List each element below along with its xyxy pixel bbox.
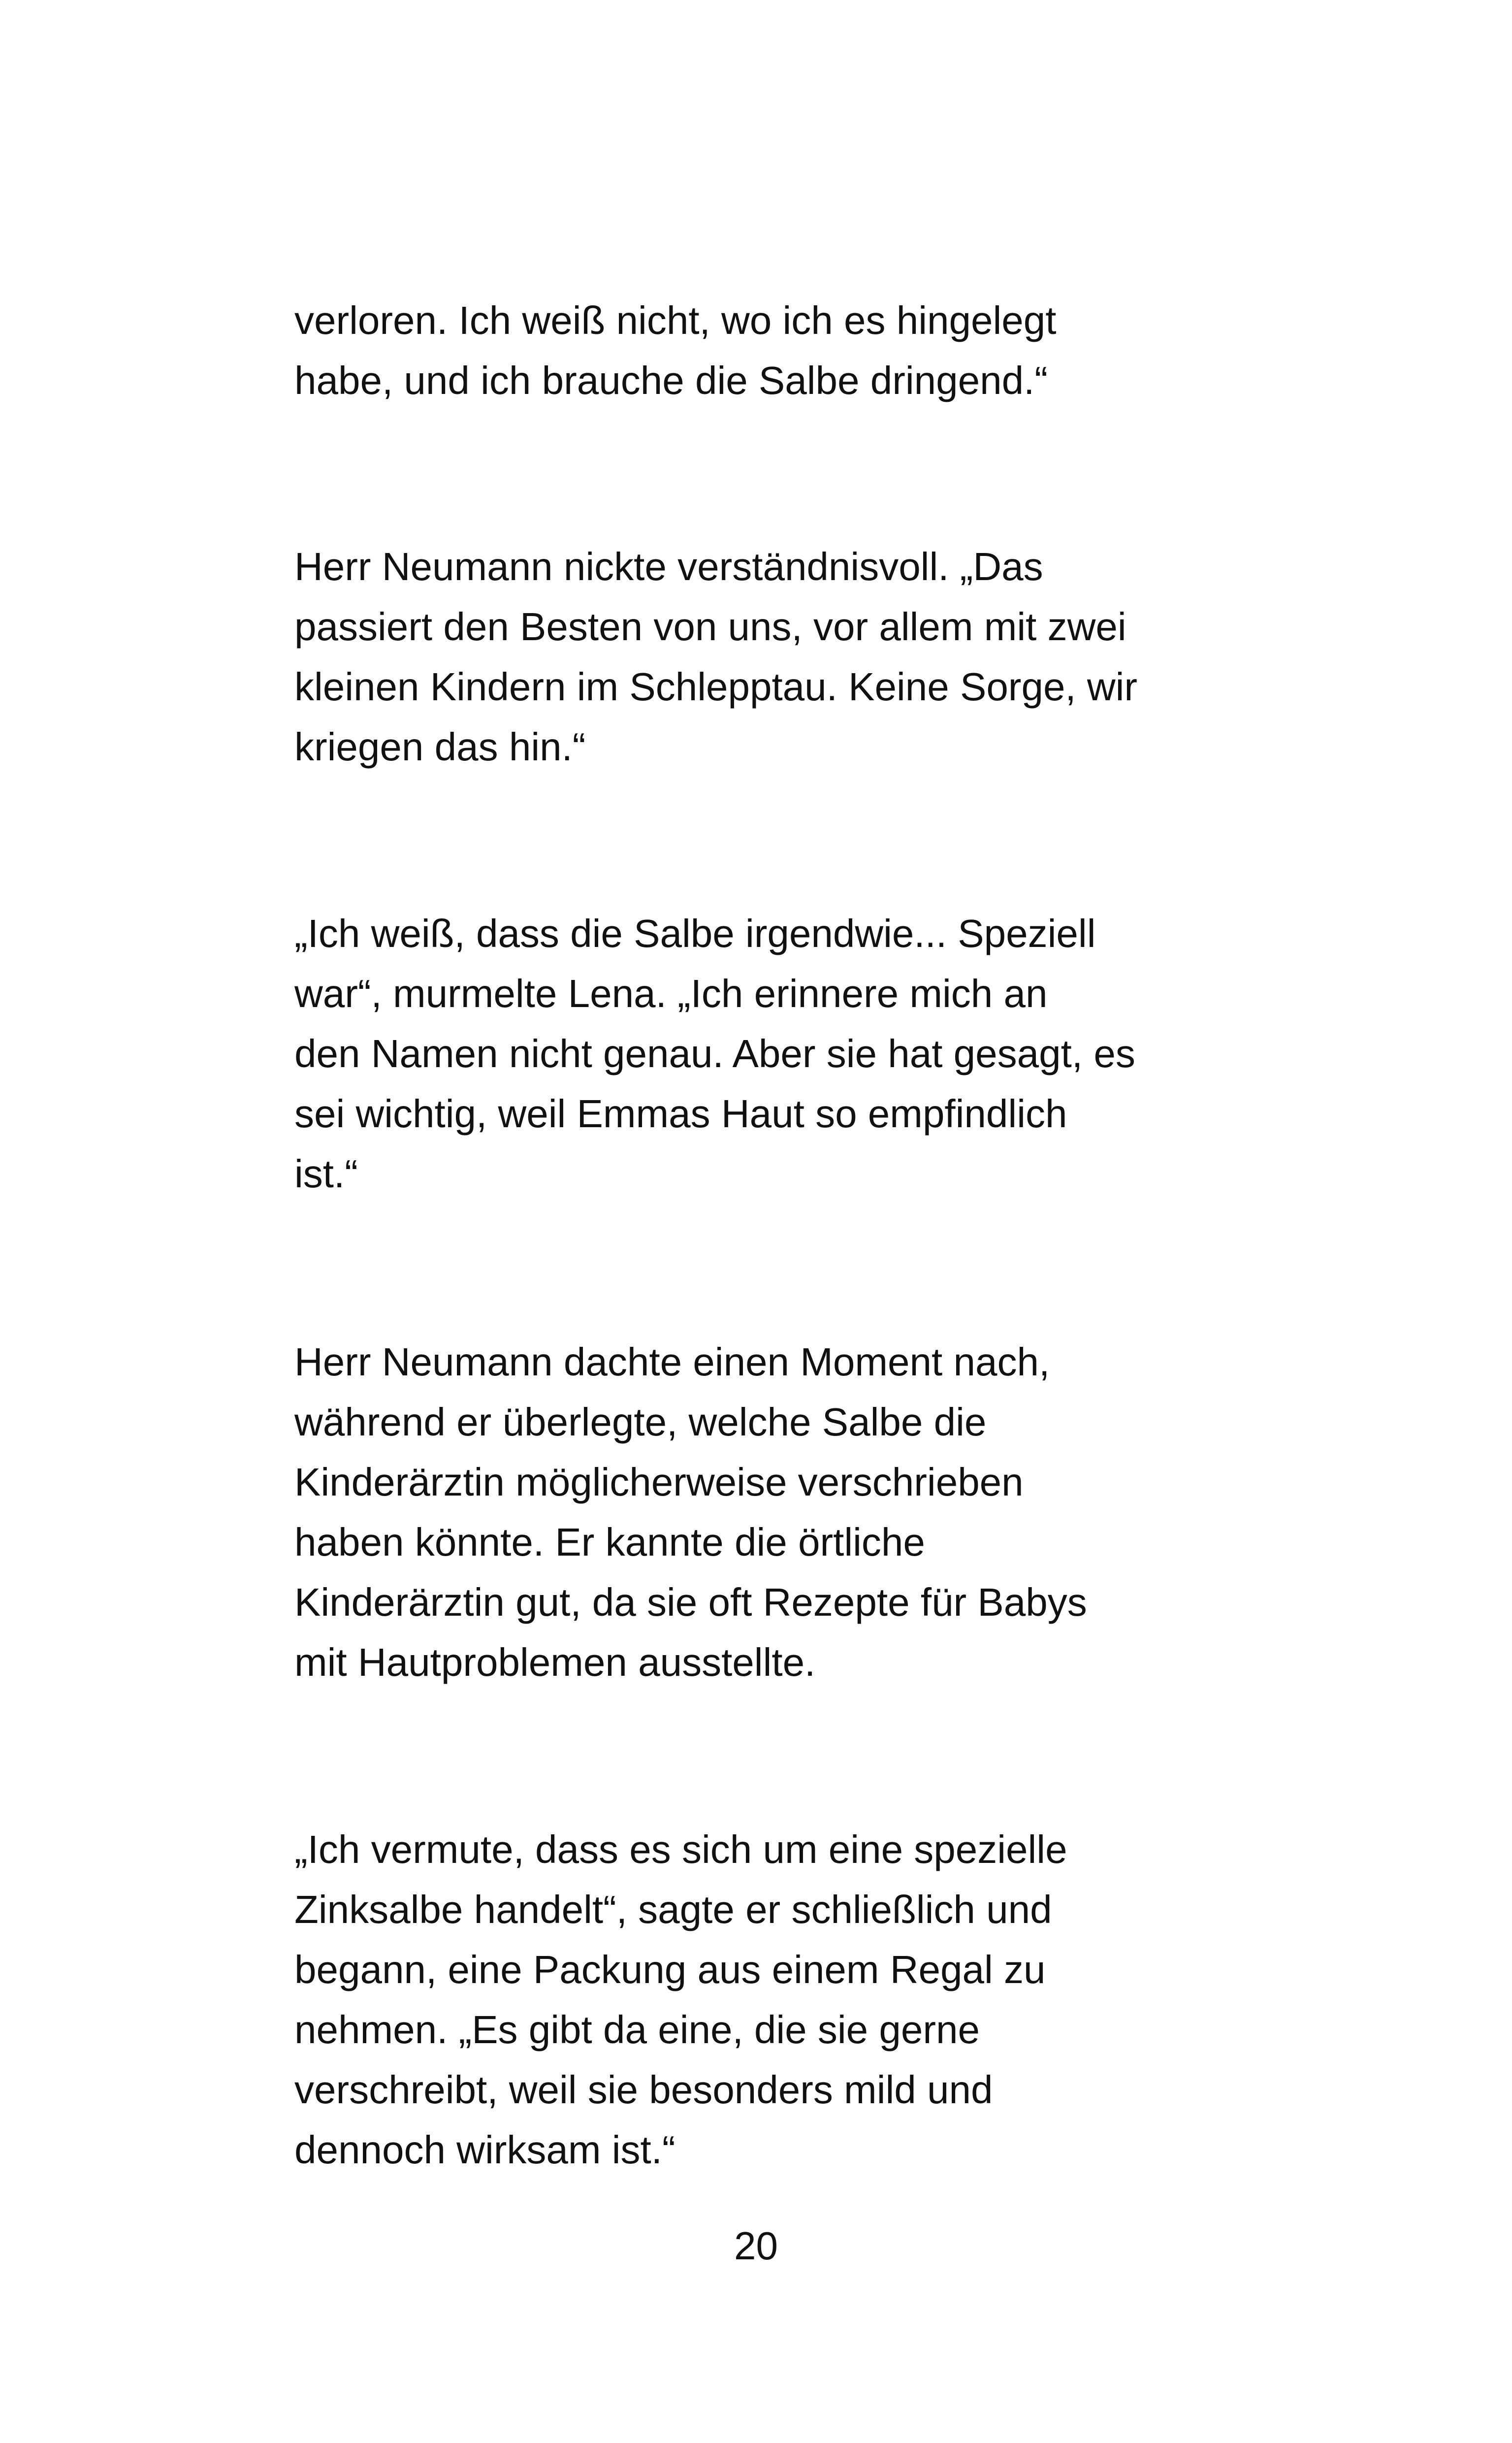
text-line: nehmen. „Es gibt da eine, die sie gerne [294,2008,980,2052]
page-number: 20 [734,2224,778,2268]
paragraph-3 [294,904,1255,1204]
text-line: Zinksalbe handelt“, sagte er schließlich und [294,1888,1052,1931]
text-line: sei wichtig, weil Emmas Haut so empfindlich [294,1092,1067,1136]
text-line: verschreibt, weil sie besonders mild und [294,2068,993,2112]
text-line: begann, eine Packung aus einem Regal zu [294,1948,1046,1991]
text-line: ist.“ [294,1152,358,1196]
text-line: war“, murmelte Lena. „Ich erinnere mich an [294,972,1048,1015]
text-line: „Ich vermute, dass es sich um eine spezielle [294,1827,1067,1871]
text-line: haben könnte. Er kannte die örtliche [294,1520,925,1564]
paragraph-1 [294,291,1255,411]
paragraph-5 [294,1820,1255,2180]
text-line: Kinderärztin gut, da sie oft Rezepte für Babys [294,1580,1087,1624]
text-line: Herr Neumann nickte verständnisvoll. „Das [294,545,1043,588]
text-line: kriegen das hin.“ [294,725,586,769]
text-line: dennoch wirksam ist.“ [294,2128,676,2172]
text-line: mit Hautproblemen ausstellte. [294,1640,816,1684]
text-line: Kinderärztin möglicherweise verschrieben [294,1460,1024,1504]
text-line: den Namen nicht genau. Aber sie hat gesagt, es [294,1032,1135,1075]
text-line: passiert den Besten von uns, vor allem mit zwei [294,605,1126,649]
text-line: kleinen Kindern im Schlepptau. Keine Sorge, wir [294,665,1138,709]
text-line: verloren. Ich weiß nicht, wo ich es hingelegt [294,298,1057,342]
text-line: „Ich weiß, dass die Salbe irgendwie... Speziell [294,912,1096,955]
text-line: habe, und ich brauche die Salbe dringend.“ [294,358,1048,402]
text-line: Herr Neumann dachte einen Moment nach, [294,1340,1050,1384]
paragraph-4 [294,1332,1255,1693]
text-line: während er überlegte, welche Salbe die [294,1400,987,1444]
paragraph-2 [294,537,1255,777]
